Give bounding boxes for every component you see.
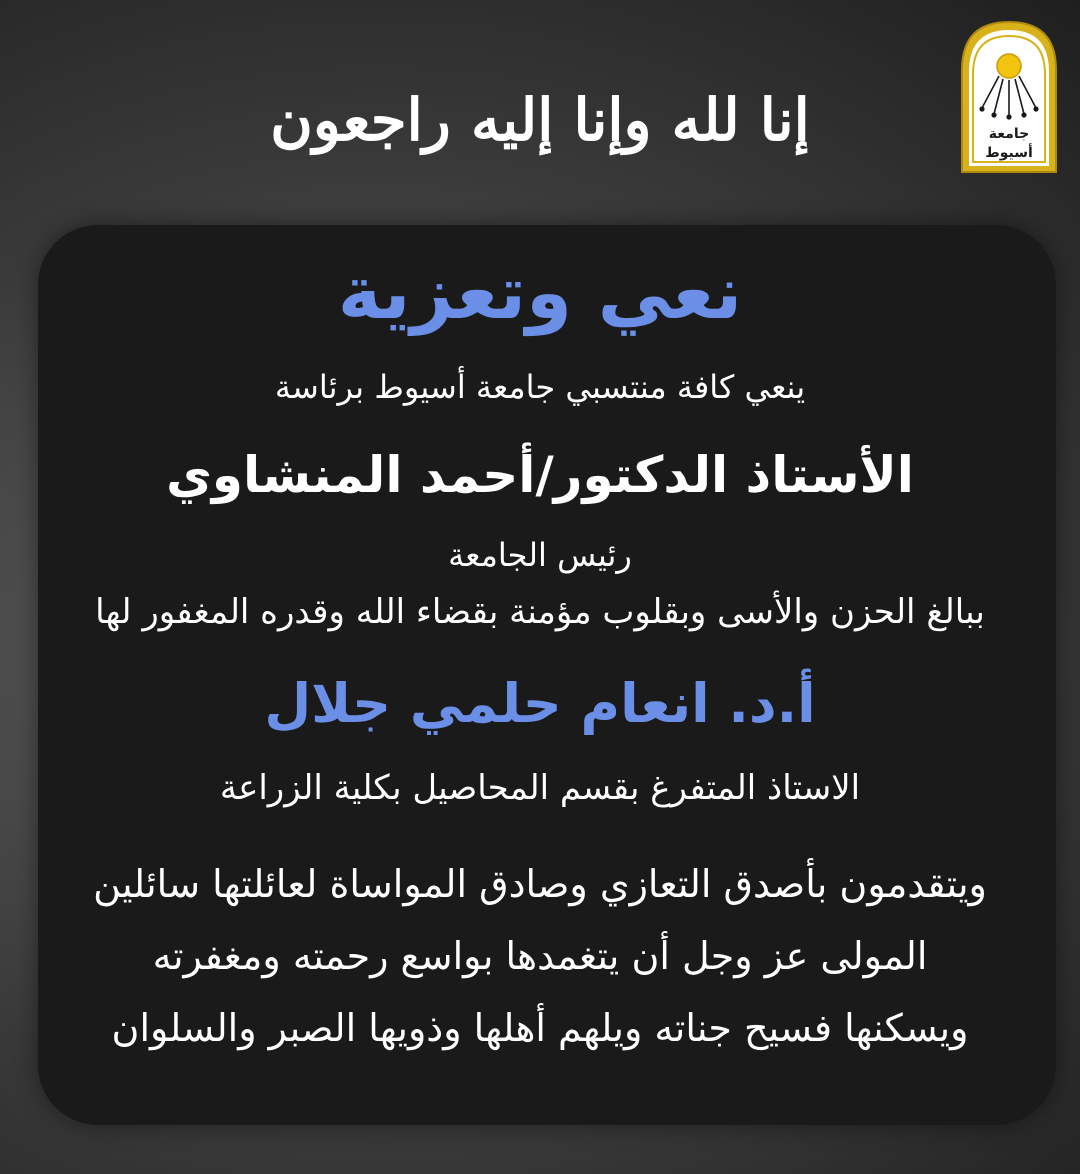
deceased-position: الاستاذ المتفرغ بقسم المحاصيل بكلية الزراعة [219, 768, 861, 808]
quran-verse-calligraphy: إنا لله وإنا إليه راجعون [270, 86, 810, 154]
president-role: رئيس الجامعة [448, 536, 632, 574]
announcement-title: نعي وتعزية [337, 250, 743, 336]
condolence-line: ويسكنها فسيح جناته ويلهم أهلها وذويها الصبر والسلوان [111, 1006, 969, 1050]
deceased-name: أ.د. انعام حلمي جلال [264, 672, 816, 735]
president-name: الأستاذ الدكتور/أحمد المنشاوي [166, 446, 914, 504]
intro-text: ينعي كافة منتسبي جامعة أسيوط برئاسة [274, 368, 806, 406]
condolence-line: المولى عز وجل أن يتغمدها بواسع رحمته ومغفرته [152, 934, 928, 978]
university-seal-icon [958, 18, 1060, 176]
condolence-line: ويتقدمون بأصدق التعازي وصادق المواساة لعائلتها سائلين [93, 862, 987, 906]
grief-line: ببالغ الحزن والأسى وبقلوب مؤمنة بقضاء الله وقدره المغفور لها [95, 592, 985, 632]
header [0, 0, 1080, 215]
logo-text-top: جامعة [988, 126, 1030, 142]
logo-text-bottom: أسيوط [985, 145, 1033, 161]
